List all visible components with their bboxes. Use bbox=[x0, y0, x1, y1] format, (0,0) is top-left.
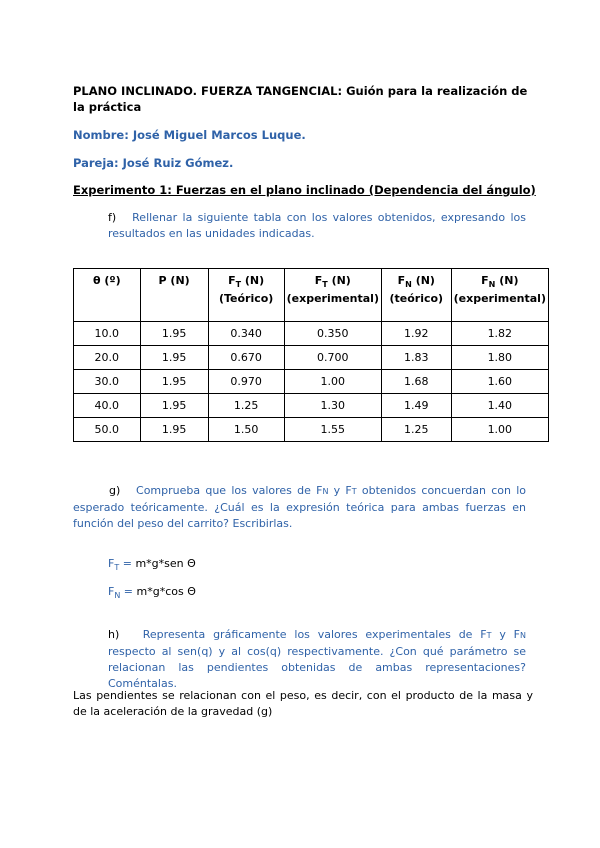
section-f-marker: f) bbox=[108, 211, 117, 224]
section-h bbox=[108, 627, 526, 692]
table-header-cell: θ (º) bbox=[74, 269, 141, 322]
answer-paragraph: Las pendientes se relacionan con el peso, es decir, con el producto de la masa y de la aceleración de la gravedad (g) bbox=[73, 689, 533, 718]
table-cell: 1.95 bbox=[140, 418, 208, 442]
table-cell: 1.40 bbox=[451, 394, 548, 418]
table-header-cell: $F_N$ (N) (experimental) bbox=[451, 269, 548, 322]
table-cell: 1.25 bbox=[381, 418, 451, 442]
table-cell: 1.92 bbox=[381, 322, 451, 346]
table-cell: 40.0 bbox=[74, 394, 141, 418]
table-cell: 1.50 bbox=[208, 418, 284, 442]
table-row bbox=[74, 346, 549, 370]
results-table bbox=[73, 268, 549, 442]
table-cell: 1.60 bbox=[451, 370, 548, 394]
table-cell: 1.68 bbox=[381, 370, 451, 394]
experiment-heading: Experimento 1: Fuerzas en el plano inclinado (Dependencia del ángulo) bbox=[73, 183, 536, 197]
table-cell: 1.95 bbox=[140, 394, 208, 418]
table-cell: 1.55 bbox=[284, 418, 381, 442]
document-title: PLANO INCLINADO. FUERZA TANGENCIAL: Guión para la realización de la práctica bbox=[73, 84, 528, 114]
section-h-marker: h) bbox=[108, 628, 120, 641]
table-cell: 1.95 bbox=[140, 370, 208, 394]
table-cell: 10.0 bbox=[74, 322, 141, 346]
section-h-text: Representa gráficamente los valores experimentales de F bbox=[142, 628, 487, 641]
table-cell: 1.95 bbox=[140, 322, 208, 346]
table-cell: 1.82 bbox=[451, 322, 548, 346]
section-h-text: y F bbox=[491, 628, 520, 641]
table-cell: 20.0 bbox=[74, 346, 141, 370]
table-cell: 1.80 bbox=[451, 346, 548, 370]
section-g-text: obtenidos concuerdan con lo esperado teóricamente. ¿Cuál es la expresión teórica para ambas fuerzas en función del peso del carrito? Escribirlas. bbox=[73, 484, 526, 530]
table-cell: 0.700 bbox=[284, 346, 381, 370]
formula-ft: $F_T = m*g*sen$ Θ bbox=[108, 557, 196, 573]
section-g-marker: g) bbox=[109, 484, 121, 497]
table-cell: 1.49 bbox=[381, 394, 451, 418]
subscript-t: T bbox=[351, 487, 357, 496]
table-row bbox=[74, 322, 549, 346]
table-cell: 1.00 bbox=[451, 418, 548, 442]
section-f bbox=[108, 210, 526, 242]
student-name: Nombre: José Miguel Marcos Luque. bbox=[73, 128, 306, 142]
subscript-n: N bbox=[322, 487, 329, 496]
table-cell: 30.0 bbox=[74, 370, 141, 394]
section-g-text: Comprueba que los valores de F bbox=[136, 484, 323, 497]
table-cell: 1.95 bbox=[140, 346, 208, 370]
table-row bbox=[74, 370, 549, 394]
table-cell: 1.30 bbox=[284, 394, 381, 418]
table-cell: 0.340 bbox=[208, 322, 284, 346]
section-f-text: Rellenar la siguiente tabla con los valores obtenidos, expresando los resultados en las unidades indicadas. bbox=[108, 211, 526, 240]
subscript-n: N bbox=[520, 631, 526, 640]
partner-name: Pareja: José Ruiz Gómez. bbox=[73, 156, 234, 170]
subscript-t: T bbox=[486, 631, 492, 640]
table-cell: 0.970 bbox=[208, 370, 284, 394]
table-cell: 1.83 bbox=[381, 346, 451, 370]
table-row bbox=[74, 394, 549, 418]
section-h-text: respecto al sen(q) y al cos(q) respectivamente. ¿Con qué parámetro se relacionan las pendientes obtenidas de ambas representaciones? Coméntalas. bbox=[108, 645, 526, 690]
table-cell: 50.0 bbox=[74, 418, 141, 442]
table-cell: 1.25 bbox=[208, 394, 284, 418]
table-cell: 1.00 bbox=[284, 370, 381, 394]
table-row bbox=[74, 418, 549, 442]
table-header-cell: P (N) bbox=[140, 269, 208, 322]
table-cell: 0.670 bbox=[208, 346, 284, 370]
table-header-cell: $F_N$ (N) (teórico) bbox=[381, 269, 451, 322]
section-g bbox=[73, 483, 526, 532]
table-header-row bbox=[74, 269, 549, 322]
section-g-text: y F bbox=[328, 484, 352, 497]
table-cell: 0.350 bbox=[284, 322, 381, 346]
table-header-cell: $F_T$ (N) (experimental) bbox=[284, 269, 381, 322]
table-header-cell: $F_T$ (N) (Teórico) bbox=[208, 269, 284, 322]
formula-fn: $F_N = m*g*\cos$ Θ bbox=[108, 585, 196, 601]
